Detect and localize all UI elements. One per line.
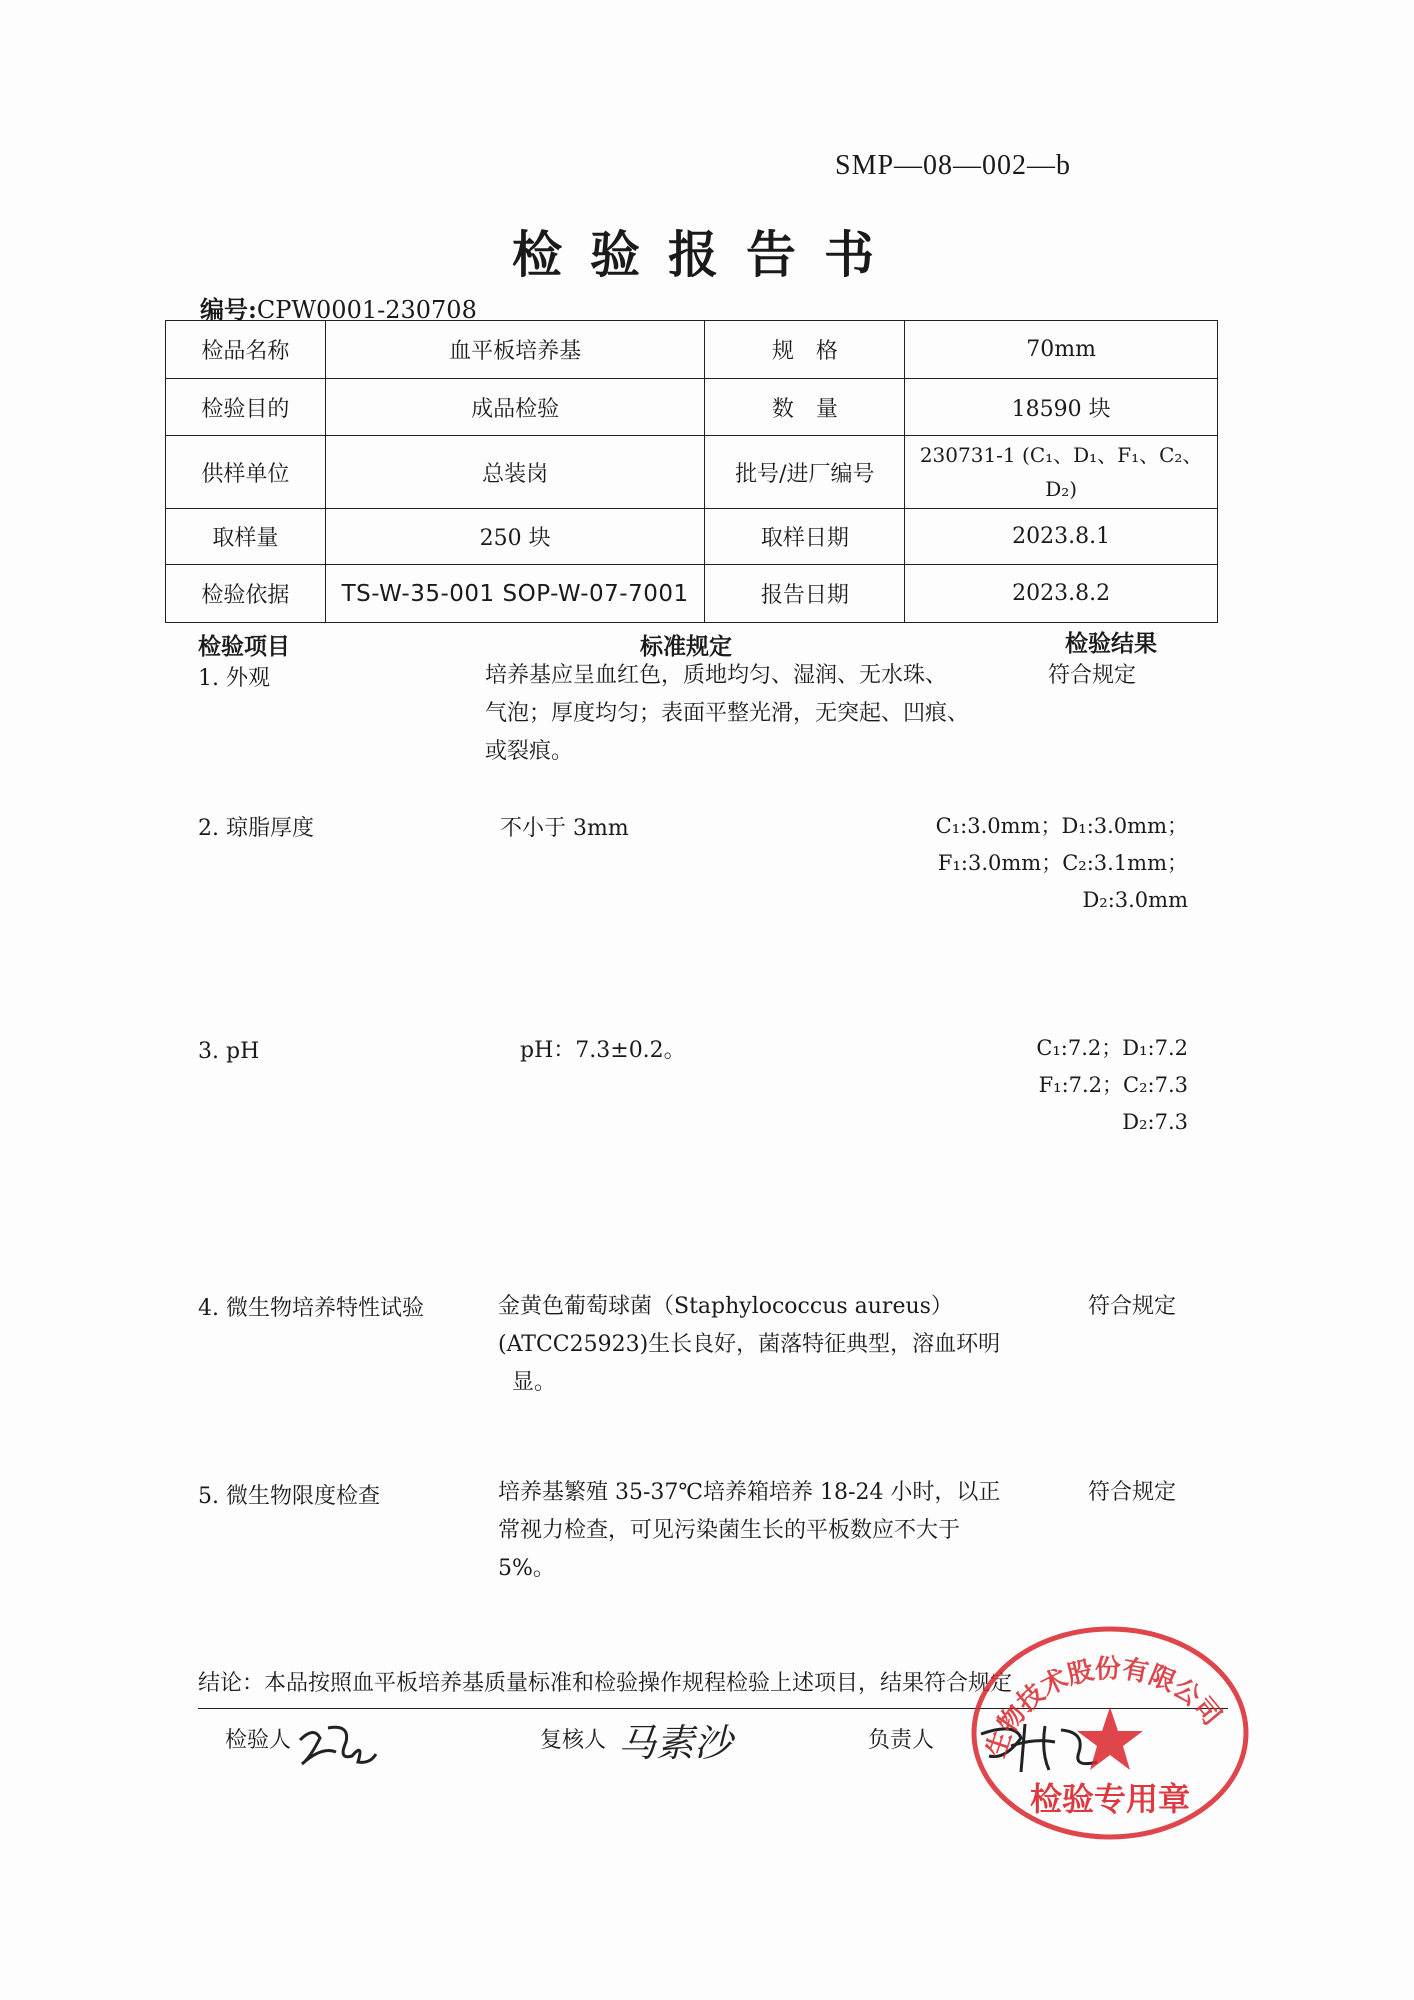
standard-line: (ATCC25923)生长良好，菌落特征典型，溶血环明 bbox=[498, 1332, 1001, 1357]
standard-line: 或裂痕。 bbox=[485, 739, 574, 764]
cell-value: TS-W-35-001 SOP-W-07-7001 bbox=[325, 565, 705, 623]
item-name: 2. 琼脂厚度 bbox=[198, 816, 314, 841]
table-row bbox=[166, 509, 1218, 565]
reviewer-label: 复核人 bbox=[540, 1728, 607, 1753]
item-result: 符合规定 bbox=[1088, 1480, 1177, 1505]
serial-value: CPW0001-230708 bbox=[256, 296, 477, 324]
cell-value: 18590 块 bbox=[905, 379, 1218, 436]
item-result: 符合规定 bbox=[1048, 663, 1137, 688]
standard-line: 金黄色葡萄球菌（Staphylococcus aureus） bbox=[498, 1294, 953, 1319]
page-title: 检验报告书 bbox=[512, 225, 902, 284]
cell-label: 取样量 bbox=[166, 509, 326, 565]
standard-line: 显。 bbox=[512, 1370, 557, 1395]
cell-value: 总装岗 bbox=[325, 436, 705, 509]
standard-line: 5%。 bbox=[498, 1556, 555, 1581]
standard-line: 培养基应呈血红色，质地均匀、湿润、无水珠、 bbox=[485, 663, 948, 688]
cell-label: 数 量 bbox=[705, 379, 905, 436]
cell-label: 规 格 bbox=[705, 321, 905, 379]
batch-line-1: 230731-1 (C₁、D₁、F₁、C₂、 bbox=[919, 443, 1203, 467]
inspector-label: 检验人 bbox=[225, 1728, 292, 1753]
result-line: C₁:7.2；D₁:7.2 bbox=[1036, 1036, 1188, 1060]
document-code: SMP—08—002—b bbox=[835, 150, 1072, 181]
item-standard bbox=[498, 1474, 1058, 1588]
item-result: 符合规定 bbox=[1088, 1294, 1177, 1319]
cell-label: 报告日期 bbox=[705, 565, 905, 623]
inspection-stamp bbox=[965, 1615, 1255, 1845]
item-name: 1. 外观 bbox=[198, 666, 270, 691]
batch-line-2: D₂) bbox=[1045, 477, 1078, 501]
result-line: F₁:3.0mm；C₂:3.1mm； bbox=[937, 851, 1188, 875]
cell-label: 批号/进厂编号 bbox=[705, 436, 905, 509]
cell-label: 检验目的 bbox=[166, 379, 326, 436]
cell-value: 2023.8.2 bbox=[905, 565, 1218, 623]
cell-label: 检品名称 bbox=[166, 321, 326, 379]
header-standard: 标准规定 bbox=[640, 633, 732, 660]
item-result bbox=[930, 1030, 1188, 1141]
standard-line: 培养基繁殖 35-37℃培养箱培养 18-24 小时，以正 bbox=[498, 1480, 1001, 1505]
item-standard bbox=[485, 657, 1045, 771]
item-name: 5. 微生物限度检查 bbox=[198, 1484, 380, 1509]
table-row bbox=[166, 565, 1218, 623]
item-standard bbox=[498, 1288, 1058, 1402]
inspector-signature bbox=[292, 1712, 382, 1774]
serial-label: 编号: bbox=[200, 295, 257, 324]
svg-text:生物技术股份有限公司: 生物技术股份有限公司 bbox=[981, 1653, 1227, 1762]
result-line: C₁:3.0mm；D₁:3.0mm； bbox=[935, 814, 1188, 838]
info-table bbox=[165, 320, 1218, 623]
header-item: 检验项目 bbox=[198, 633, 290, 660]
standard-line: 常视力检查，可见污染菌生长的平板数应不大于 bbox=[498, 1518, 961, 1543]
cell-value: 70mm bbox=[905, 321, 1218, 379]
cell-label: 取样日期 bbox=[705, 509, 905, 565]
item-name: 4. 微生物培养特性试验 bbox=[198, 1296, 424, 1321]
standard-line: 气泡；厚度均匀；表面平整光滑，无突起、凹痕、 bbox=[485, 701, 970, 726]
cell-value: 2023.8.1 bbox=[905, 509, 1218, 565]
item-standard: 不小于 3mm bbox=[500, 816, 629, 841]
conclusion: 结论：本品按照血平板培养基质量标准和检验操作规程检验上述项目，结果符合规定 bbox=[198, 1671, 1013, 1696]
item-standard: pH：7.3±0.2。 bbox=[520, 1038, 686, 1063]
cell-value: 250 块 bbox=[325, 509, 705, 565]
result-line: F₁:7.2；C₂:7.3 bbox=[1038, 1073, 1188, 1097]
cell-value: 成品检验 bbox=[325, 379, 705, 436]
cell-label: 检验依据 bbox=[166, 565, 326, 623]
cell-value: 血平板培养基 bbox=[325, 321, 705, 379]
table-row bbox=[166, 379, 1218, 436]
result-line: D₂:3.0mm bbox=[1082, 888, 1188, 912]
cell-value-batch bbox=[905, 436, 1218, 509]
header-result: 检验结果 bbox=[1065, 630, 1157, 657]
responsible-label: 负责人 bbox=[868, 1728, 935, 1753]
item-result bbox=[890, 808, 1188, 919]
svg-text:检验专用章: 检验专用章 bbox=[1029, 1780, 1191, 1818]
table-row bbox=[166, 321, 1218, 379]
table-row bbox=[166, 436, 1218, 509]
result-line: D₂:7.3 bbox=[1122, 1110, 1188, 1134]
reviewer-signature: 马素沙 bbox=[618, 1721, 733, 1765]
cell-label: 供样单位 bbox=[166, 436, 326, 509]
item-name: 3. pH bbox=[198, 1039, 260, 1064]
star-icon bbox=[1077, 1707, 1143, 1770]
